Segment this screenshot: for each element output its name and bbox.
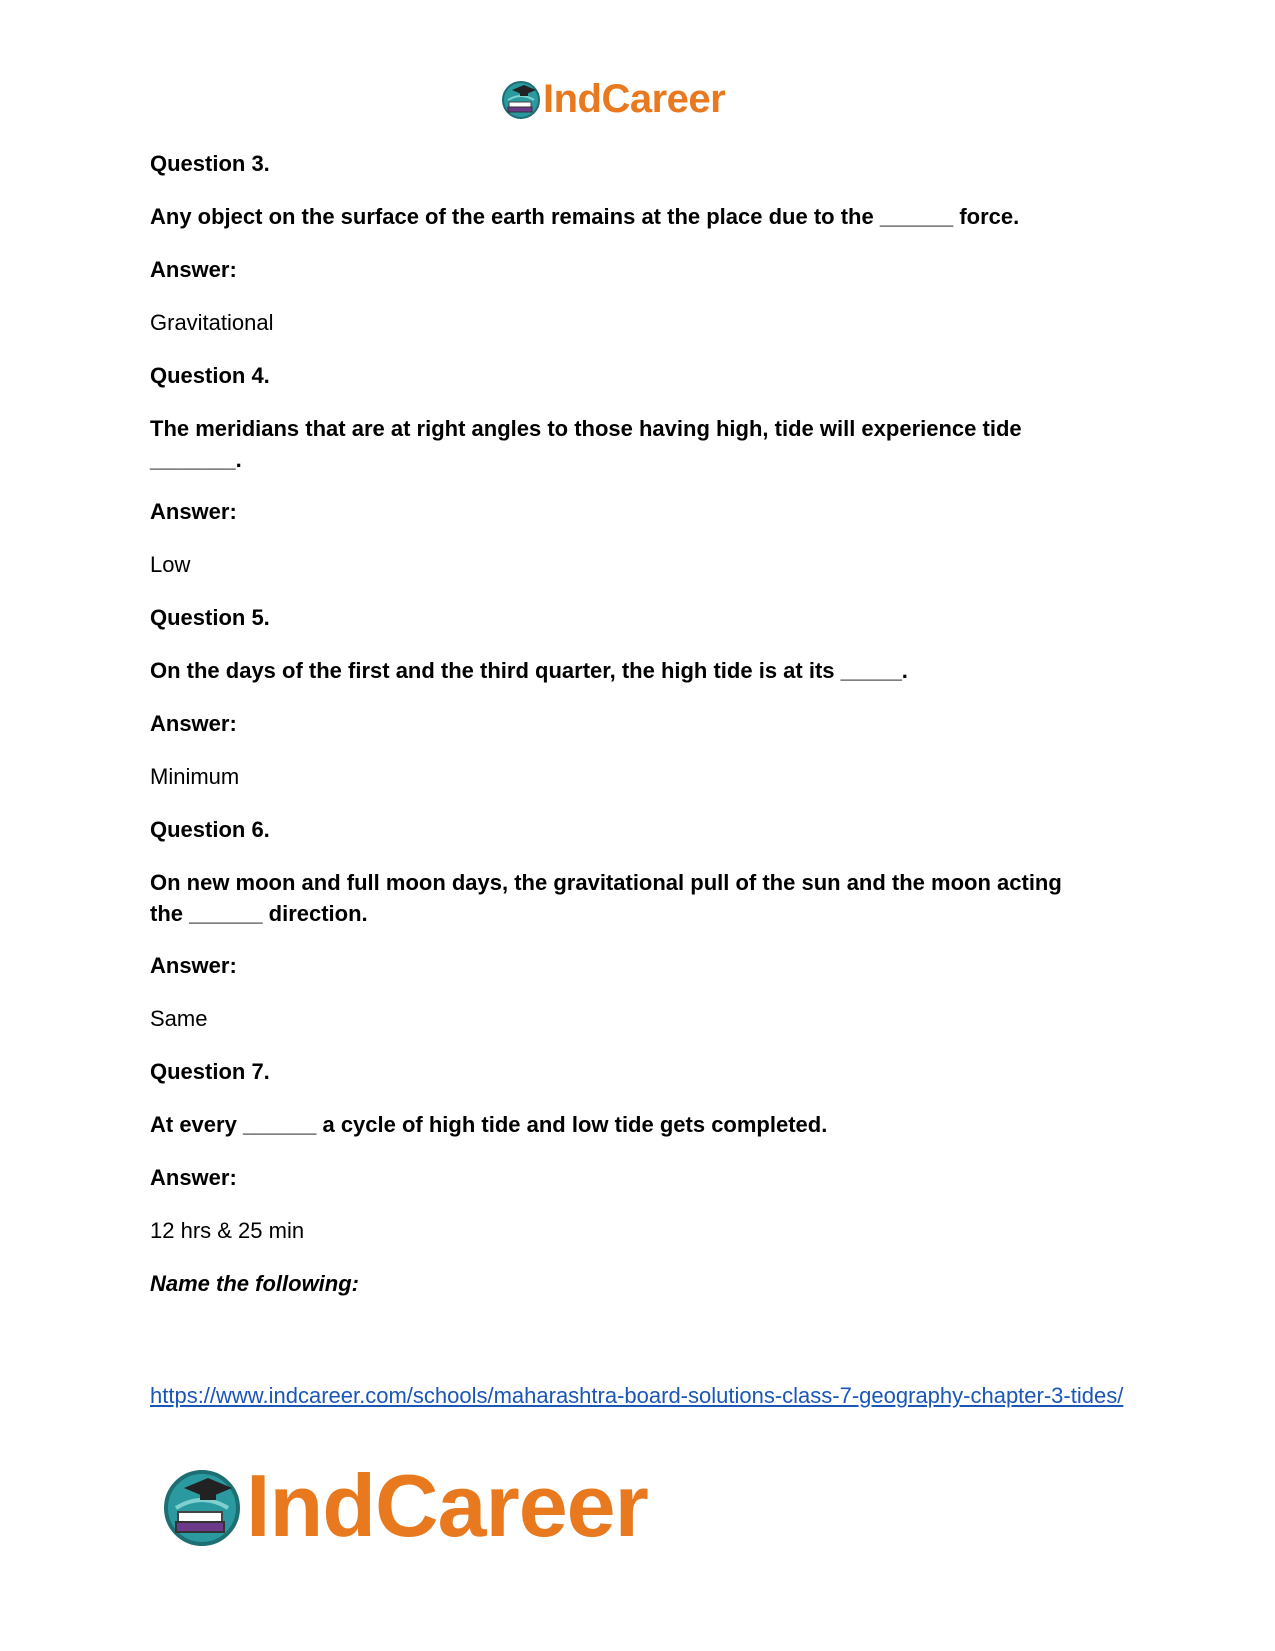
source-url-link[interactable]: https://www.indcareer.com/schools/maharashtra-board-solutions-class-7-geography-chapter-3-tides/ [150, 1383, 1124, 1408]
answer-4-text: Low [150, 552, 191, 577]
question-7-heading: Question 7. [150, 1059, 270, 1084]
answer-7-text: 12 hrs & 25 min [150, 1218, 305, 1243]
question-4-text: The meridians that are at right angles to those having high, tide will experience tide _______. [150, 416, 1022, 472]
question-3-heading: Question 3. [150, 151, 270, 176]
answer-6-heading: Answer: [150, 953, 237, 978]
question-6-text: On new moon and full moon days, the gravitational pull of the sun and the moon acting the ______ direction. [150, 870, 1062, 926]
name-the-following-heading: Name the following: [150, 1271, 359, 1296]
answer-3-heading: Answer: [150, 257, 237, 282]
answer-5-text: Minimum [150, 764, 240, 789]
logo-wordmark: IndCareer [246, 1456, 648, 1555]
question-4-heading: Question 4. [150, 363, 270, 388]
answer-7-heading: Answer: [150, 1165, 237, 1190]
question-6-heading: Question 6. [150, 817, 270, 842]
question-5-text: On the days of the first and the third quarter, the high tide is at its _____. [150, 658, 908, 683]
globe-books-icon [500, 78, 542, 120]
answer-4-heading: Answer: [150, 499, 237, 524]
question-5-heading: Question 5. [150, 605, 270, 630]
answer-5-heading: Answer: [150, 711, 237, 736]
question-7-text: At every ______ a cycle of high tide and low tide gets completed. [150, 1112, 828, 1137]
question-3-text: Any object on the surface of the earth remains at the place due to the ______ force. [150, 204, 1020, 229]
answer-6-text: Same [150, 1006, 208, 1031]
logo-wordmark: IndCareer [543, 77, 726, 121]
qa-content [150, 148, 1130, 1299]
header-logo [500, 78, 725, 120]
globe-books-icon [160, 1464, 244, 1548]
answer-3-text: Gravitational [150, 310, 274, 335]
footer-logo [160, 1456, 648, 1555]
